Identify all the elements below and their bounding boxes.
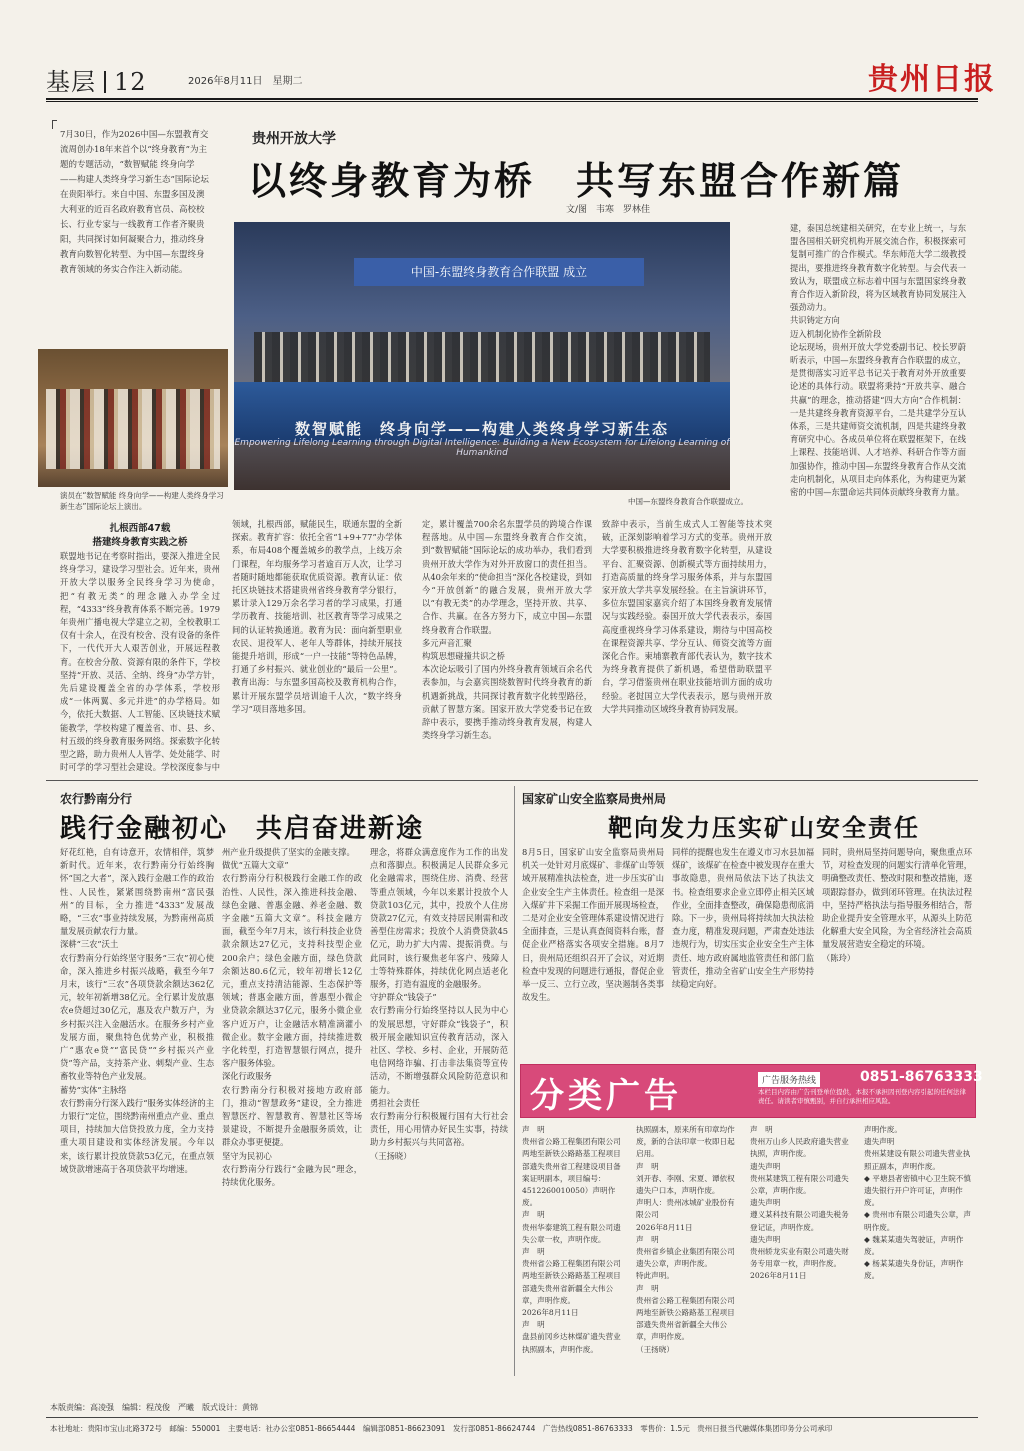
hotline-number: 0851-86763333 bbox=[860, 1069, 983, 1085]
article3-column-1: 8月5日，国家矿山安全监察局贵州局机关一处针对月底煤矿、非煤矿山等领域开展精准执法检查，进一步压实矿山企业安全生产主体责任。检查组一是深入煤矿井下采掘工作面开展现场检查，二是对企业安全管理体系建设情况进行全面排查，三是认真查阅资料台账，督促企业严格落实各项安全措施。8月7日，贵州局还组织召开了会议，对近期检查中发现的问题进行通报，督促企业举一反三、立行立改，坚决遏制各类事故发生。 bbox=[522, 847, 664, 1003]
classified-column-2: 执照副本，原来所有印章均作废，新的合法印章一枚即日起启用。 声 明 刘开春、李刚、宋夏、谭依权遗失户口本，声明作废。 声明人：贵州冰城矿业股份有限公司 2026年8月11日 声 明 贵州省乡镇企业集团有限公司遗失公章，声明作废。 特此声明。 声 明 贵州省公路工程集团有限公司两地至新铁公路路基工程项目部遗失贵州省新疆全大伟公章，声明作废。 （王扬晓） bbox=[636, 1125, 735, 1354]
lead-text: 7月30日，作为2026中国—东盟教育交流周创办18年来首个以“终身教育”为主题的专题活动，“数智赋能 终身向学——构建人类终身学习新生态”国际论坛在贵阳举行。来自中国、东盟多国及澳大利亚的近百名政府教育官员、高校校长、行业专家与一线教育工作者齐聚贵阳，共同探讨如何凝聚合力，推动终身教育向数智化转型、为中国—东盟终身教育领域的务实合作注入新动能。 bbox=[60, 130, 209, 275]
lead-paragraph bbox=[60, 128, 210, 373]
section-name: 基层 bbox=[46, 68, 96, 96]
classified-title: 分类广告 bbox=[530, 1076, 682, 1116]
newspaper-logo: 贵州日报 bbox=[868, 62, 996, 97]
article1-column-5: 建，泰国总统建相关研究，在专业上统一，与东盟各国相关研究机构开展交流合作，积极探索可复制可推广的合作模式。华东师范大学二级教授提出，要推进终身教育数字化转型。与会代表一致认为，联盟成立标志着中国与东盟国家终身教育合作迈入新阶段，将为区域教育协同发展注入强劲动力。 共识铸定方向 迈入机制化协作全新阶段 论坛现场，贵州开放大学党委副书记、校长罗蔚昕表示，中国—东盟终身教育合作联盟的成立，是贯彻落实习近平总书记关于教育对外开放重要论述的具体行动。联盟将秉持“开放共享、融合共赢”的理念，推动搭建“四大方向”合作机制：一是共建终身教育资源平台，二是共建学分互认体系，三是共建师资交流机制，四是共建终身教育研究中心。各成员单位将在联盟框架下，在线上课程、技能培训、人才培养、科研合作等方面加强协作，推动中国—东盟终身教育合作从交流走向机制化，从项目走向体系化，为构建更为紧密的中国—东盟命运共同体贡献终身教育力量。 bbox=[790, 223, 966, 498]
performance-photo-caption: 演员在“数智赋能 终身向学——构建人类终身学习新生态”国际论坛上演出。 bbox=[60, 491, 224, 511]
article1-headline: 以终身教育为桥 共写东盟合作新篇 bbox=[248, 158, 905, 203]
column-divider bbox=[514, 786, 515, 1376]
classified-column-3: 声 明 贵州万山乡人民政府遗失营业执照，声明作废。 遗失声明 贵州某建筑工程有限公司遗失公章，声明作废。 遗失声明 遵义某科技有限公司遗失税务登记证，声明作废。 遗失声明 贵州轿龙实业有限公司遗失财务专用章一枚，声明作废。 2026年8月11日 bbox=[750, 1125, 849, 1281]
issue-date: 2026年8月11日 星期二 bbox=[188, 76, 303, 87]
article1-byline: 文/图 韦寒 罗林佳 bbox=[566, 205, 651, 215]
article2-column-3: 理念，将群众满意度作为工作的出发点和落脚点。积极满足人民群众多元化金融需求，围绕住房、消费、经营等重点领域，今年以来累计投放个人贷款103亿元，其中，投放个人住房贷款27亿元，有效支持居民刚需和改善型住房需求；投放个人消费贷款45亿元，助力扩大内需、提振消费。与此同时，该行聚焦老年客户、残障人士等特殊群体，持续优化网点适老化服务，打造有温度的金融服务。 守护群众“钱袋子” 农行黔南分行始终坚持以人民为中心的发展思想，守好群众“钱袋子”，积极开展金融知识宣传教育活动，深入社区、学校、乡村、企业，开展防范电信网络诈骗、打击非法集资等宣传活动，不断增强群众风险防范意识和能力。 勇担社会责任 农行黔南分行积极履行国有大行社会责任，用心用情办好民生实事，持续助力乡村振兴与共同富裕。 （王扬晓） bbox=[370, 847, 508, 1161]
article3-column-3: 同时，贵州局坚持问题导向，聚焦重点环节，对检查发现的问题实行清单化管理，明确整改责任、整改时限和整改措施，逐项跟踪督办，做到闭环管理。在执法过程中，坚持严格执法与指导服务相结合，帮助企业提升安全管理水平，从源头上防范化解重大安全风险，为全省经济社会高质量发展营造安全稳定的环境。 （陈玲） bbox=[822, 847, 972, 963]
corner-mark bbox=[52, 120, 57, 129]
classified-disclaimer: 本栏目内容由广告刊登单位提供，本报不承担因刊登内容引起的任何法律责任。请读者审慎甄别，并自行承担相应风险。 bbox=[758, 1088, 966, 1105]
photo-dancers bbox=[46, 389, 220, 469]
article3-column-2: 同样的提醒也发生在遵义市习水县加福煤矿，该煤矿在检查中被发现存在重大事故隐患，贵州局依法下达了执法文书。检查组要求企业立即停止相关区域作业，全面排查整改，确保隐患彻底消除。下一步，贵州局将持续加大执法检查力度，精准发现问题，严肃查处违法违规行为，切实压实企业安全生产主体责任、地方政府属地监管责任和部门监管责任，推动全省矿山安全生产形势持续稳定向好。 bbox=[672, 847, 814, 990]
page-number: 12 bbox=[114, 68, 147, 96]
classified-column-1: 声 明 贵州省公路工程集团有限公司两地至新铁公路路基工程项目部遗失贵州省工程建设项目备案证明副本，项目编号：4512260010050）声明作废。 声 明 贵州华泰建筑工程有限公司遗失公章一枚，声明作废。 声 明 贵州省公路工程集团有限公司两地至新铁公路路基工程项目部遗失贵州省新疆全大伟公章，声明作废。 2026年8月11日 声 明 盘县前冈乡达林煤矿遗失营业执照副本，声明作废。 bbox=[522, 1125, 621, 1354]
performance-photo bbox=[38, 349, 228, 487]
article1-column-4: 致辞中表示，当前生成式人工智能等技术突破，正深刻影响着学习方式的变革。贵州开放大学要积极推进终身教育数字化转型，从建设平台、汇聚资源、创新模式等方面持续用力，打造高质量的终身学习服务体系，并与东盟国家开放大学共享发展经验。在主旨演讲环节，多位东盟国家嘉宾介绍了本国终身教育发展情况与实践经验。泰国开放大学代表表示，泰国高度重视终身学习体系建设，期待与中国高校在课程资源共享、学分互认、师资交流等方面深化合作。柬埔寨教育部代表认为，数字技术为终身教育提供了新机遇，希望借助联盟平台，学习借鉴贵州在职业技能培训方面的成功经验。老挝国立大学代表表示，愿与贵州开放大学共同推动区域终身教育协同发展。 bbox=[602, 519, 772, 714]
main-photo bbox=[234, 222, 730, 490]
header-rule-thin bbox=[46, 101, 978, 102]
classified-column-4: 声明作废。 遗失声明 贵州某建设有限公司遗失营业执照正副本，声明作废。 ◆ 平塘县者密镇中心卫生院不慎遗失银行开户许可证，声明作废。 ◆ 贵州市有限公司遗失公章，声明作废。 ◆ 魏某某遗失驾驶证，声明作废。 ◆ 杨某某遗失身份证，声明作废。 bbox=[864, 1125, 971, 1281]
photo-slogan-en: Empowering Lifelong Learning through Digital Intelligence: Building a New Ecosystem for Lifelong Learning of Humankind bbox=[234, 438, 730, 458]
article1-column-2: 领域，扎根西部，赋能民生，联通东盟的全新探索。教育扩容：依托全省“1+9+77”办学体系，布局408个覆盖城乡的教学点，上线万余门课程，年均服务学习者逾百万人次，让学习者随时随地都能获取优质资源。教育认证：依托区块链技术搭建贵州省终身教育学分银行，累计录入129万余名学习者的学习成果，打通学历教育、技能培训、社区教育等学习成果之间的认证转换通道。教育为民：面向新型职业农民、退役军人、老年人等群体，持续开展技能提升培训，形成“一户一技能”等特色品牌，打通了乡村振兴、就业创业的“最后一公里”。教育出海：与东盟多国高校及教育机构合作，累计开展东盟学员培训逾千人次，“数字终身学习”项目落地多国。 bbox=[232, 519, 402, 714]
article1-column-1: 联盟地书记在考察时指出，要深入推进全民终身学习，建设学习型社会。近年来，贵州开放大学以服务全民终身学习为使命，把“有教无类”的理念融入办学全过程，“4333”终身教育体系不断完善。1979年贵州广播电视大学建立之初，全校教职工仅有十余人，在没有校舍、没有设备的条件下，一代代开大人艰苦创业，开展远程教育。在校舍分散、资源有限的条件下，学校坚持“开放、灵活、全纳、终身”办学方针，先后建设覆盖全省的办学体系，学校形成“一体两翼、多元并进”的办学格局。如今，依托大数据、人工智能、区块链技术赋能教学，学校构建了覆盖省、市、县、乡、村五级的终身教育服务网络。探索数字化转型之路，助力贵州人人皆学、处处能学、时时可学的学习型社会建设。学校深度参与中 bbox=[60, 551, 220, 772]
article1-column-3: 定，累计覆盖700余名东盟学员的跨境合作课程落地。从中国—东盟终身教育合作交流，到“数智赋能”国际论坛的成功举办，我们看到贵州开放大学作为对外开放窗口的责任担当。从40余年来的“使命担当”深化各校建设，到如今“开放创新”的融合发展，贵州开放大学以“有教无类”的办学理念，坚持开放、共享、合作、共赢。在各方努力下，成立中国—东盟终身教育合作联盟。 多元声音汇聚 构筑思想碰撞共识之桥 本次论坛吸引了国内外终身教育领域百余名代表参加，与会嘉宾围绕数智时代终身教育的新机遇新挑战，共同探讨教育数字化转型路径，贡献了智慧方案。国家开放大学党委书记在致辞中表示，要携手推动终身教育发展，构建人类终身学习新生态。 bbox=[422, 519, 592, 741]
article2-column-2: 州产业升级提供了坚实的金融支撑。 做优“五篇大文章” 农行黔南分行积极践行金融工作的政治性、人民性，深入推进科技金融、绿色金融、普惠金融、养老金融、数字金融“五篇大文章”。科技金融方面，截至今年7月末，该行科技企业贷款余额达27亿元，支持科技型企业200余户；绿色金融方面，绿色贷款余额达80.6亿元，较年初增长12亿元，重点支持清洁能源、生态保护等领域；普惠金融方面，普惠型小微企业贷款余额达37亿元，服务小微企业客户近万户，让金融活水精准滴灌小微企业。数字金融方面，持续推进数字化转型，打造智慧银行网点，提升客户服务体验。 深化行政服务 农行黔南分行积极对接地方政府部门，推动“智慧政务”建设，全力推进智慧医疗、智慧教育、智慧社区等场景建设，不断提升金融服务质效，让群众办事更便捷。 坚守为民初心 农行黔南分行践行“金融为民”理念，持续优化服务。 bbox=[222, 847, 362, 1188]
article1-subhead: 扎根西部47载 搭建终身教育实践之桥 bbox=[92, 523, 188, 548]
header-rule bbox=[46, 98, 978, 100]
editors-line: 本版责编：高凌强 编辑：程茂俊 严曦 版式设计：黄锦 bbox=[50, 1403, 258, 1412]
publisher-line: 本社地址：贵阳市宝山北路372号 邮编：550001 主要电话：社办公室0851-86654444 编辑部0851-86623091 发行部0851-86624744 广告热线0851-86763333 零售价：1.5元 贵州日报当代融媒体集团印务分公司承印 bbox=[50, 1424, 833, 1433]
article2-kicker: 农行黔南分行 bbox=[60, 792, 133, 806]
article2-headline: 践行金融初心 共启奋进新途 bbox=[60, 814, 425, 844]
divider bbox=[104, 71, 106, 93]
photo-slogan: 数智赋能 终身向学——构建人类终身学习新生态 bbox=[294, 420, 669, 438]
main-photo-caption: 中国—东盟终身教育合作联盟成立。 bbox=[628, 497, 748, 506]
article2-column-1: 好花红艳，自有诗意开，农情相伴，筑梦新时代。近年来，农行黔南分行始终胸怀“国之大者”，深入践行金融工作的政治性、人民性，紧紧围绕黔南州“富民强州”的目标，全力推进“4333”发展战略，“三农”事业持续发展，为黔南州高质量发展贡献农行力量。 深耕“三农”沃土 农行黔南分行始终坚守服务“三农”初心使命，深入推进乡村振兴战略，截至今年7月末，该行“三农”各项贷款余额达362亿元，较年初新增38亿元。全行累计发放惠农e贷超过30亿元，惠及农户数万户，为乡村振兴注入金融活水。在服务乡村产业发展方面，聚焦特色优势产业，积极推广“惠农e贷”“富民贷”“乡村振兴产业贷”等产品，支持茶产业、刺梨产业、生态畜牧业等特色产业发展。 蓄势“实体”主脉络 农行黔南分行深入践行“服务实体经济的主力银行”定位，围绕黔南州重点产业、重点项目，持续加大信贷投放力度，全力支持重大项目建设和实体经济发展。今年以来，该行累计投放贷款53亿元，在重点领域贷款增速高于各项贷款平均增速。 bbox=[60, 847, 214, 1174]
hotline-label: 广告服务热线 bbox=[758, 1072, 820, 1087]
article3-headline: 靶向发力压实矿山安全责任 bbox=[608, 813, 920, 842]
section-rule bbox=[46, 780, 978, 781]
section-title bbox=[46, 62, 147, 97]
footer-rule bbox=[46, 1417, 978, 1418]
article1-kicker: 贵州开放大学 bbox=[252, 131, 336, 147]
photo-banner: 中国-东盟终身教育合作联盟 成立 bbox=[354, 258, 644, 286]
article3-kicker: 国家矿山安全监察局贵州局 bbox=[522, 792, 667, 806]
